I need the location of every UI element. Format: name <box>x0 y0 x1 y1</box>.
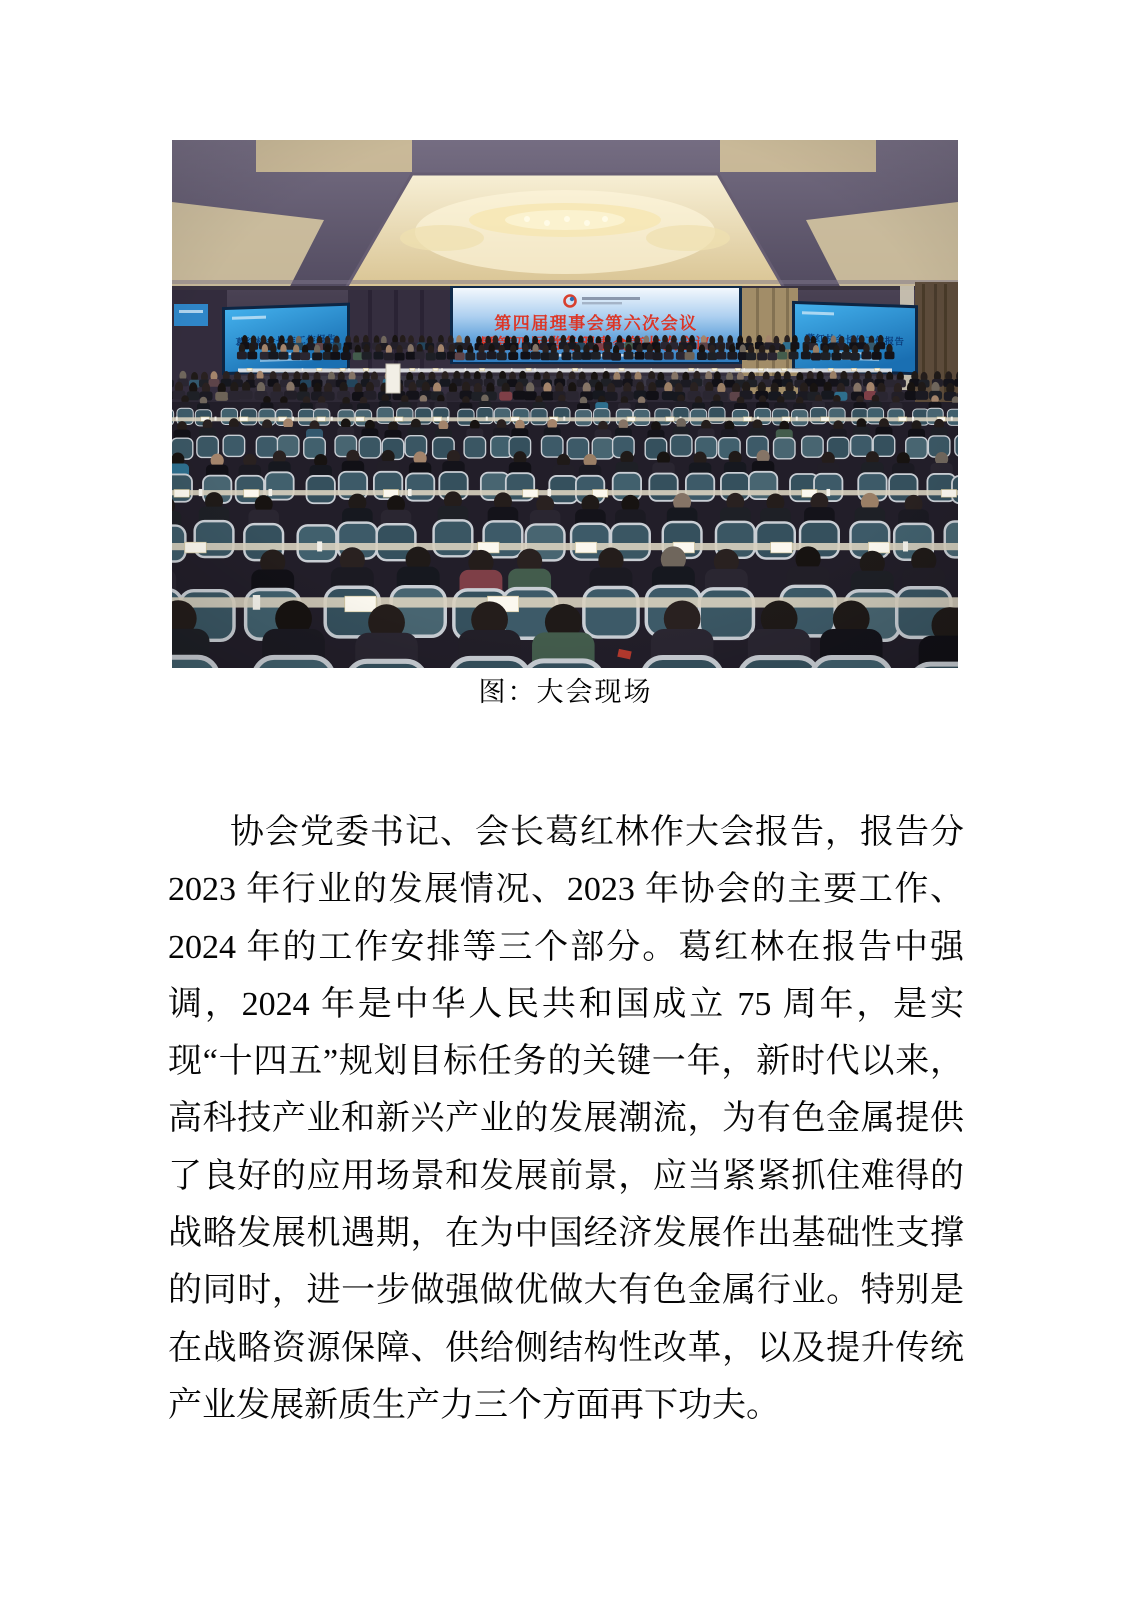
conference-photo-figure <box>172 140 958 668</box>
conference-photo <box>172 140 958 668</box>
photo-overlay <box>172 140 958 668</box>
photo-caption: 图：大会现场 <box>478 677 653 707</box>
article-paragraph: 协会党委书记、会长葛红林作大会报告，报告分 2023 年行业的发展情况、2023 年协会的主要工作、2024 年的工作安排等三个部分。葛红林在报告中强调，2024 年是中华人民共和国成立 75 周年，是实现“十四五”规划目标任务的关键一年，新时代以来，高科技产业和新兴产业的发展潮流，为有色金属提供了良好的应用场景和发展前景，应当紧紧抓住难得的战略发展机遇期，在为中国经济发展作出基础性支撑的同时，进一步做强做优做大有色金属行业。特别是在战略资源保障、供给侧结构性改革，以及提升传统产业发展新质生产力三个方面再下功夫。 <box>168 814 964 1424</box>
